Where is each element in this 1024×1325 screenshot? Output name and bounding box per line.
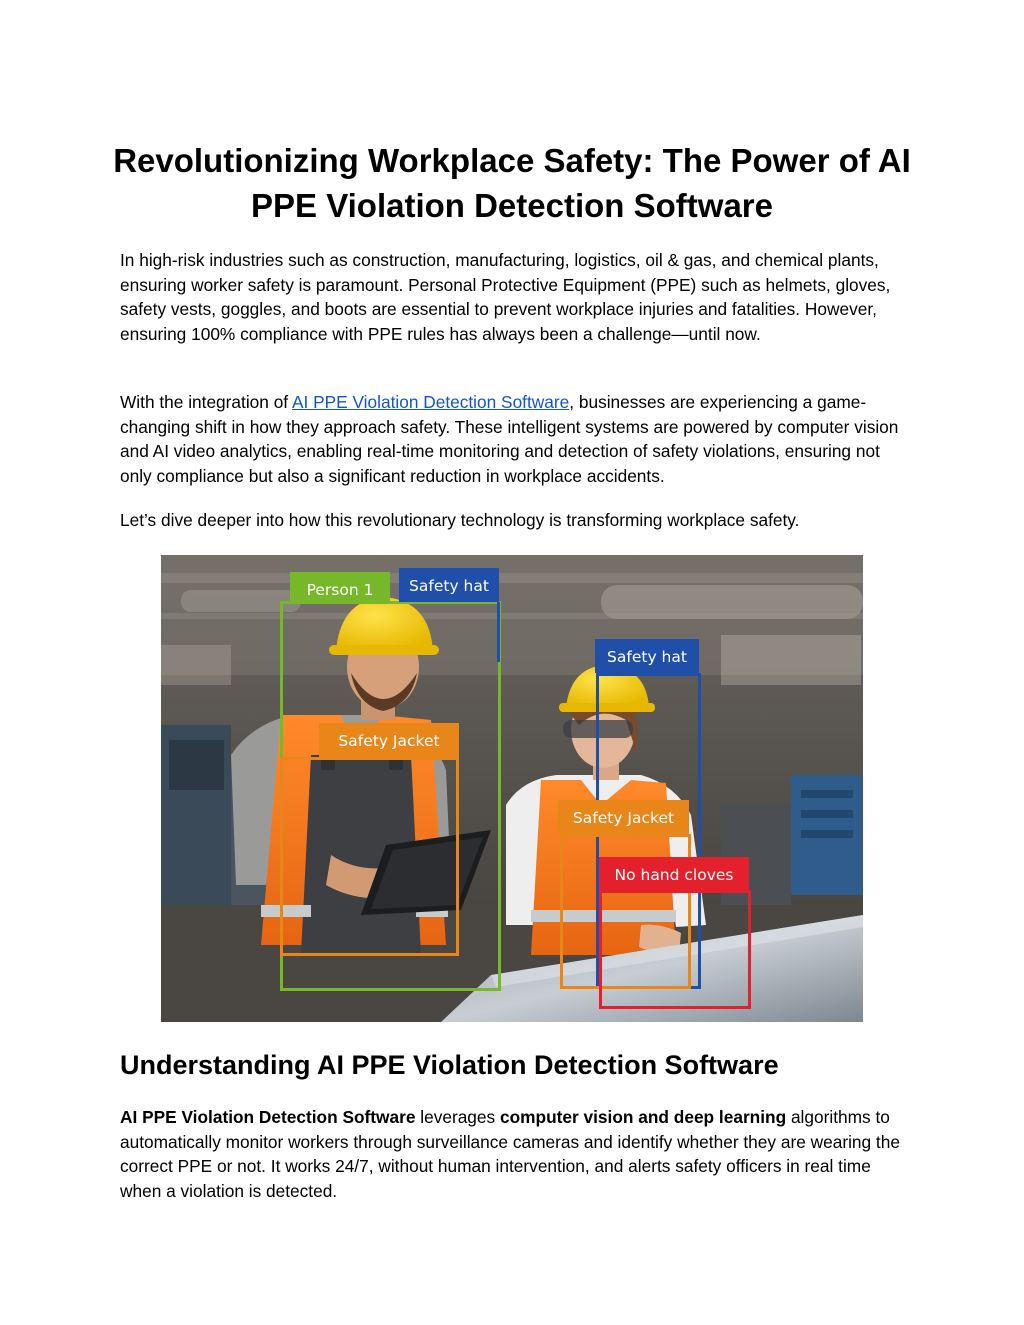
dive-deeper-paragraph: Let’s dive deeper into how this revolutionary technology is transforming workplace safety.: [120, 510, 800, 530]
integration-text-start: With the integration of: [120, 392, 292, 412]
section-text-2: algorithms to automatically monitor workers through surveillance cameras and identify whether they are wearing the correct PPE or not. It works 24/7, without human intervention, and alerts safety officers in real time when a violation is detected.: [120, 1107, 900, 1201]
safety-hat-1-bounding-box: [445, 602, 500, 662]
integration-text-end: , businesses are experiencing a game-changing shift in how they approach safety. These intelligent systems are powered by computer vision and AI video analytics, enabling real-time monitoring and detection of safety violations, ensuring not only compliance but also a significant reduction in workplace accidents.: [120, 392, 899, 486]
intro-paragraph: In high-risk industries such as construction, manufacturing, logistics, oil & gas, and chemical plants, ensuring worker safety is paramount. Personal Protective Equipment (PPE) such as helmets, gloves, safety vests, goggles, and boots are essential to prevent workplace injuries and fatalities. However, ensuring 100% compliance with PPE rules has always been a challenge—until now.: [120, 250, 891, 344]
no-gloves-label: No hand cloves: [599, 857, 749, 891]
ai-ppe-software-link[interactable]: AI PPE Violation Detection Software: [291, 392, 570, 412]
factory-scene-illustration: [161, 555, 863, 1022]
no-gloves-bounding-box: [599, 890, 751, 1009]
section-paragraph: [120, 1105, 910, 1203]
safety-hat-2-label: Safety hat: [595, 639, 699, 673]
safety-jacket-1-bounding-box: [280, 757, 459, 956]
section-text-1: leverages: [415, 1107, 500, 1127]
page-title: Revolutionizing Workplace Safety: The Power of AI PPE Violation Detection Software: [113, 142, 911, 224]
section-bold-term: AI PPE Violation Detection Software: [120, 1107, 416, 1127]
section-heading: Understanding AI PPE Violation Detection Software: [120, 1050, 779, 1080]
section-bold-tech: computer vision and deep learning: [499, 1107, 787, 1127]
ppe-detection-image: [161, 555, 863, 1022]
person-1-label: Person 1: [290, 572, 390, 604]
safety-jacket-1-label: Safety Jacket: [319, 723, 459, 757]
safety-hat-1-label: Safety hat: [399, 568, 499, 602]
integration-paragraph: [120, 390, 910, 488]
safety-jacket-2-label: Safety Jacket: [558, 800, 689, 834]
